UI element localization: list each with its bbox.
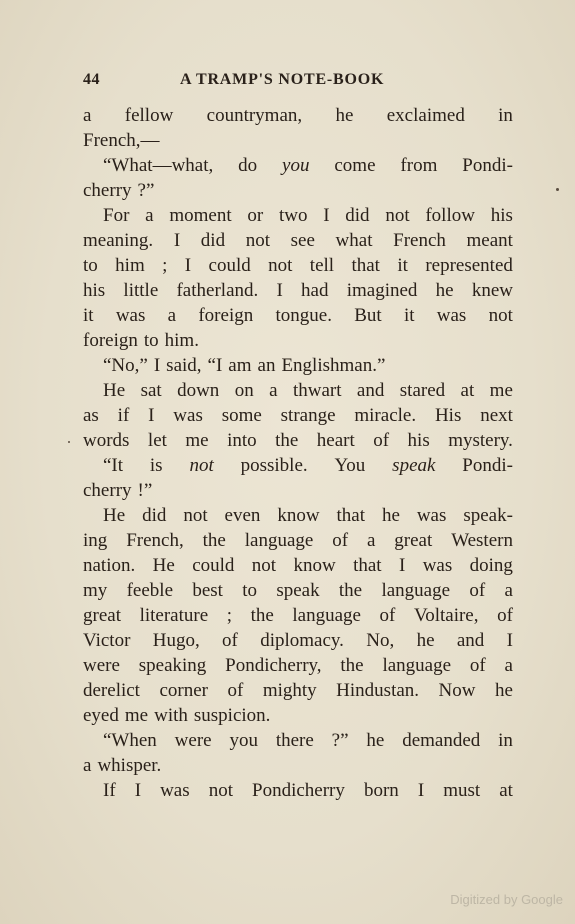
text-line: “It is not possible. You speak Pondi-: [103, 455, 513, 476]
text-line: “No,” I said, “I am an Englishman.”: [103, 355, 386, 376]
text-line: my feeble best to speak the language of a: [83, 580, 513, 601]
ink-speck: [556, 188, 559, 191]
text-line: it was a foreign tongue. But it was not: [83, 305, 513, 326]
text-line: to him ; I could not tell that it represented: [83, 255, 513, 276]
text-line: French,—: [83, 130, 160, 151]
text-line: “When were you there ?” he demanded in: [103, 730, 513, 751]
text-line: Victor Hugo, of diplomacy. No, he and I: [83, 630, 513, 651]
text-line: as if I was some strange miracle. His next: [83, 405, 513, 426]
text-line: eyed me with suspicion.: [83, 705, 271, 726]
text-line: ing French, the language of a great Western: [83, 530, 513, 551]
text-line: his little fatherland. I had imagined he knew: [83, 280, 513, 301]
text-line: If I was not Pondicherry born I must at: [103, 780, 513, 801]
running-title: A TRAMP'S NOTE-BOOK: [180, 71, 385, 88]
page-number: 44: [83, 71, 100, 88]
text-line: a fellow countryman, he exclaimed in: [83, 105, 513, 126]
text-line: “What—what, do you come from Pondi-: [103, 155, 513, 176]
text-line: cherry !”: [83, 480, 153, 501]
text-line: meaning. I did not see what French meant: [83, 230, 513, 251]
text-line: cherry ?”: [83, 180, 155, 201]
text-line: He sat down on a thwart and stared at me: [103, 380, 513, 401]
text-line: For a moment or two I did not follow his: [103, 205, 513, 226]
text-line: a whisper.: [83, 755, 162, 776]
page-header: [83, 71, 513, 93]
text-line: nation. He could not know that I was doing: [83, 555, 513, 576]
text-line: He did not even know that he was speak-: [103, 505, 513, 526]
text-line: words let me into the heart of his mystery.: [83, 430, 513, 451]
ink-speck: [68, 441, 70, 443]
text-line: foreign to him.: [83, 330, 199, 351]
text-line: were speaking Pondicherry, the language of a: [83, 655, 513, 676]
text-line: great literature ; the language of Voltaire, of: [83, 605, 513, 626]
watermark: Digitized by Google: [450, 892, 563, 907]
text-line: derelict corner of mighty Hindustan. Now he: [83, 680, 513, 701]
